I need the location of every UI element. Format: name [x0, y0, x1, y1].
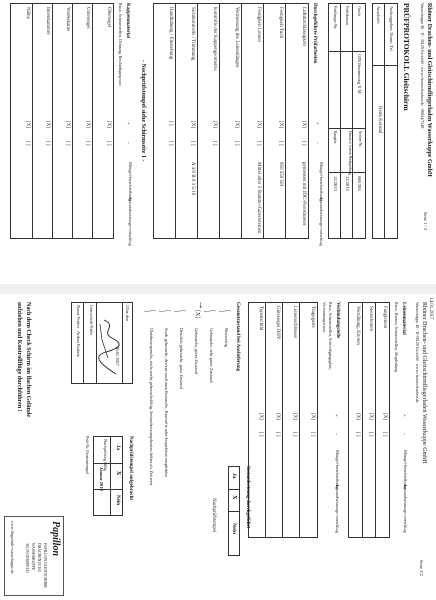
plus-checkbox: [X] [275, 413, 280, 420]
suitability-heading: Instandsetzung durchgeführt [245, 466, 250, 529]
connections-minus-header: - [333, 433, 338, 435]
assessment-options [138, 302, 230, 592]
client-box [372, 3, 398, 239]
arrow-marker: → [196, 300, 207, 310]
components-repair-header: Instandsetzungs-vorschlag [128, 198, 133, 246]
assessment-checkbox: [X] [194, 310, 200, 319]
row-label: Vorderkante [65, 7, 70, 32]
row-label: Kontrolle der Kappengeometrie [212, 7, 217, 71]
component-row [72, 4, 93, 238]
page-title: PRÜFPROTOKOLL Gleitschirm [402, 3, 411, 111]
row-label: Handhabung / Einstellung [168, 7, 173, 60]
assessment-heading: Gesamtzustand bei Auslieferung [235, 302, 240, 372]
test-date-label: Datum d. letzten Nachprüfung [348, 131, 352, 175]
minus-checkbox: [ ] [45, 141, 50, 146]
plus-checkbox: [X] [310, 413, 315, 420]
suitability-no: Nein [231, 523, 237, 534]
row-label: Untersegel [85, 7, 90, 29]
plus-checkbox: [X] [256, 121, 261, 128]
test-date-value: 12/2015 [345, 176, 350, 191]
plus-checkbox: [X] [234, 121, 239, 128]
footer-note-line2: aufziehen und Kontrollflüge durchführen ! [16, 302, 22, 412]
plus-checkbox: [X] [382, 413, 387, 420]
plus-checkbox: [X] [278, 121, 283, 128]
next-test-due-value: Januar 2019 [99, 467, 104, 491]
minus-checkbox: [ ] [258, 432, 263, 437]
row-label: Steuerleinen [368, 306, 373, 331]
minus-checkbox: [ ] [85, 141, 90, 146]
document-date: 14.01.2017 [428, 297, 433, 320]
stamp-line2: DRACHEN FLUG [37, 543, 41, 573]
checks-minus-header: - [314, 142, 319, 144]
sticker-no: Nein [115, 495, 120, 505]
lines-minus-header: - [401, 433, 406, 435]
checkpoint-row [175, 4, 198, 238]
sticker-yes: Ja [115, 445, 120, 450]
minus-checkbox: [ ] [292, 432, 297, 437]
minus-checkbox: [ ] [355, 432, 360, 437]
plus-checkbox: [X] [106, 121, 111, 128]
device-value: GIN Boomerang X M [357, 54, 362, 94]
row-label: Leinenschlösser [292, 306, 297, 339]
device-box [328, 3, 366, 239]
line-row [362, 303, 376, 537]
row-label: Innenkammer [45, 7, 50, 35]
assessment-text: Neuwertig [224, 328, 229, 347]
assessment-checkbox: [ ] [218, 310, 230, 312]
connections-plus-header: + [333, 414, 338, 417]
damage-note: - Nachprüfstempel siehe Schirmseite 1 - [140, 60, 146, 162]
plus-checkbox: [X] [368, 413, 373, 420]
line-row [376, 303, 389, 537]
company-address-right: Wasserkuppe 46 · D-36129 Gersfeld · www.rhoenerdrachen.de [415, 302, 420, 403]
lines-subheading: Risse, Knoten, Scheuerstellen, Abspleißung [394, 302, 399, 372]
checkpoint-row [153, 4, 176, 238]
company-address-left: Wasserkuppe 46 · D - 36129 Gersfeld · www.rhoenerdrachen.de · 06654/7548 [420, 3, 425, 129]
row-label: Sichtkontrolle / Trimmung [190, 7, 195, 61]
stamp-logo: Papillon [50, 521, 61, 557]
plus-checkbox: [X] [292, 413, 297, 420]
client-label: Auftraggeber: Name, Tel. [389, 6, 394, 53]
row-label: Festigkeit Leinen [256, 7, 261, 42]
page-number-right: Seite 2/2 [419, 560, 424, 576]
checkpoint-row [263, 4, 286, 238]
checkpoint-row [286, 4, 308, 238]
connections-table [248, 302, 318, 538]
minus-checkbox: [ ] [168, 141, 173, 146]
assessment-checkbox: [ ] [173, 310, 185, 312]
component-row [93, 4, 113, 238]
plus-checkbox: [X] [85, 121, 90, 128]
stamp-line3: WASSERKUPPE [31, 543, 35, 571]
suitability-yes-mark: X [231, 495, 238, 500]
production-date-label: Baujahr [333, 131, 338, 144]
checkpoint-row [197, 4, 220, 238]
minus-checkbox: [ ] [234, 141, 239, 146]
lines-repair-header: Instandsetzungs-vorschlag [403, 485, 408, 533]
inspector-label: Name Prüfer [76, 305, 81, 329]
minus-checkbox: [ ] [25, 141, 30, 146]
connections-heading: Verbindungsteile [335, 302, 340, 339]
company-name-right: Rhöner Drachen- und Gleitschirmfliegerladen Wasserkuppe GmbH [421, 302, 427, 464]
components-subheading: Risse, Scheuerstellen, Dehnung, Beschädigung usw. [118, 3, 123, 87]
serial-value: 680 205 [357, 176, 362, 191]
connections-repair-header: Instandsetzungs-vorschlag [335, 485, 340, 533]
row-label: Vernähung, Knoten [355, 306, 360, 345]
page-number-left: Seite 1 / 2 [423, 212, 428, 231]
plus-checkbox: [X] [190, 121, 195, 128]
row-label: Tragegurte [310, 306, 315, 328]
minus-checkbox: [ ] [368, 432, 373, 437]
production-date-value: 12/2013 [333, 176, 338, 191]
checks-defect-header: Mängel-beschreibung [319, 162, 324, 202]
minus-checkbox: [ ] [212, 141, 217, 146]
plus-checkbox: [ ] [168, 121, 173, 126]
component-row [52, 4, 73, 238]
connection-row [282, 303, 300, 537]
assessment-text: Deutlich gebraucht, ganz Zustand [179, 328, 184, 389]
component-row [32, 4, 53, 238]
stamp-url: www.flugschule-wasserkuppe.de [10, 521, 15, 574]
connection-row [265, 303, 283, 537]
checkpoint-row [219, 4, 242, 238]
assessment-text: Gebraucht, guter Zustand [194, 328, 199, 374]
plus-checkbox: [X] [45, 121, 50, 128]
row-label: Nähte [25, 7, 30, 19]
row-label: Festigkeit Tuch [278, 7, 283, 38]
components-table [10, 3, 114, 239]
lines-heading: Leinenmaterial [401, 302, 406, 335]
next-test-label: Nachprüfstempel [211, 498, 216, 533]
suitability-yes: Ja [231, 473, 237, 479]
plus-checkbox: [X] [301, 121, 306, 128]
checkpoints-table [153, 3, 309, 239]
plus-checkbox: [X] [355, 413, 360, 420]
row-label: Typenschild [258, 306, 263, 331]
plus-checkbox: [X] [25, 121, 30, 128]
company-stamp [4, 516, 64, 596]
sticker-yes-mark: X [115, 471, 121, 476]
minus-checkbox: [ ] [106, 141, 111, 146]
minus-checkbox: [ ] [190, 141, 195, 146]
sticker-heading: Nachprüfstempel aufgebracht [128, 436, 133, 501]
assessment-text: Stark gebraucht, der/zur nach zum Kontrolle, Kontrolle oder Inspektion empfohlen [164, 328, 169, 478]
assessment-checkbox: [ ] [158, 310, 170, 312]
page-gutter [0, 284, 436, 294]
components-heading: Kappenmaterial [125, 3, 130, 38]
connection-row [248, 303, 266, 537]
plus-checkbox: [X] [258, 413, 263, 420]
company-name-left: Rhöner Drachen- und Gleitschirmfliegerladen Wasserkuppe GmbH [426, 3, 432, 177]
row-note: 950 550 501 [278, 162, 283, 187]
row-note: Mittel aller 3 Stamm-/Galerieleinen [256, 162, 261, 234]
stamp-line1: PAPILLON GLEITSCHIRM [43, 543, 47, 588]
row-note: gemessen mit JDC-Porosimeter [301, 162, 306, 226]
row-label: Luftdurchlässigkeit [301, 7, 306, 46]
assessment-text: Überbeansprucht, nicht mehr gebrauchsfähig, Instandsetzungskosten höher als Zeitwert [149, 328, 154, 486]
lines-table [348, 302, 390, 538]
sticker-box [93, 436, 123, 516]
row-label: Vermessung der Leinenlängen [234, 7, 239, 68]
test-number-sticker: Prüf-Nr. Firmenstempel [85, 436, 90, 475]
row-label: Gütesiegel DHV [275, 306, 280, 340]
checkpoint-row [241, 4, 264, 238]
minus-checkbox: [ ] [278, 141, 283, 146]
component-row [12, 4, 33, 238]
device-label: Gerät [357, 6, 362, 16]
assessment-checkbox: [ ] [203, 310, 215, 312]
checks-repair-header: Instandsetzungs-vorschlag [319, 198, 324, 246]
row-label: Obersegel [106, 7, 111, 28]
minus-checkbox: [ ] [310, 432, 315, 437]
assessment-checkbox: [ ] [143, 310, 155, 312]
next-test-due-label: Nachprüfung fällig [103, 439, 108, 471]
minus-checkbox: [ ] [301, 141, 306, 146]
minus-checkbox: [ ] [382, 432, 387, 437]
assessment-text: Gebraucht, sehr guter Zustand [209, 328, 214, 383]
minus-checkbox: [ ] [275, 432, 280, 437]
row-label: Fangleinen [382, 306, 387, 329]
test-location-label: Ulbe den [125, 305, 130, 322]
suitability-row [228, 466, 240, 556]
footer-note-line1: Nach dem Check Schirm im flachen Gelände [25, 302, 31, 417]
signature-date: 10.01.2017 [115, 346, 120, 367]
plus-checkbox: [X] [65, 121, 70, 128]
components-plus-header: + [125, 122, 130, 125]
stamp-line4: 36129 GERSFELD [25, 543, 29, 573]
client-name: Henk Konrad [377, 106, 382, 134]
connections-subheading: Risse, Scheuerstellen, Schweißgängigkeit, [328, 302, 333, 370]
plus-checkbox: [X] [212, 121, 217, 128]
checks-plus-header: + [314, 122, 319, 125]
test-number-label: Prüfungs-Nr. [333, 6, 338, 30]
row-note: A 3/0 B 0 3 5/10 [190, 162, 195, 196]
connections-subheading-2: Verformungen usw. [322, 302, 327, 334]
minus-checkbox: [ ] [256, 141, 261, 146]
components-minus-header: - [125, 142, 130, 144]
lines-defect-header: Mängel-beschreibung [403, 450, 408, 490]
connection-row [300, 303, 317, 537]
line-row [349, 303, 363, 537]
signature-label: Unterschrift Prüfer [89, 305, 94, 336]
date-label: Prüfdatum [345, 6, 350, 25]
connections-defect-header: Mängel-beschreibung [335, 450, 340, 490]
lines-plus-header: + [401, 414, 406, 417]
serial-label: Serien-Nr. [358, 131, 363, 148]
minus-checkbox: [ ] [65, 141, 70, 146]
inspector-name: Arthur Kubrin [76, 331, 81, 357]
checkpoints-heading: Durchgeführte Prüfarbeiten [312, 3, 317, 64]
address-label: Anschrift: [376, 6, 381, 25]
components-defect-header: Mängel-beschreibung [128, 162, 133, 202]
